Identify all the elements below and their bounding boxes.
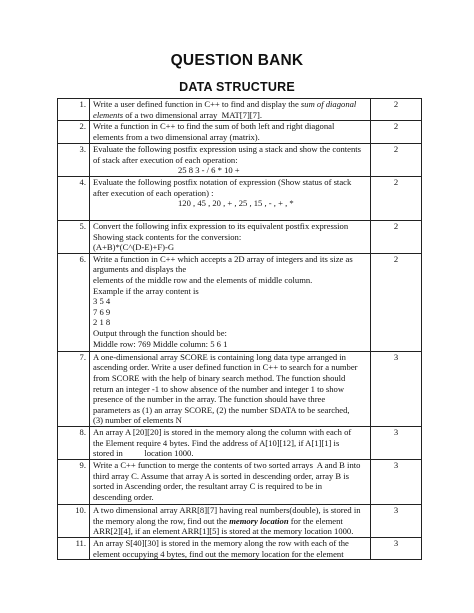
question-marks: 2 bbox=[371, 253, 422, 351]
question-line: A two dimensional array ARR[8][7] having real numbers(double), is stored in bbox=[93, 504, 361, 515]
question-line: Write a user defined function in C++ to find and display the sum of diagonal bbox=[93, 99, 357, 109]
question-number: 7. bbox=[58, 351, 90, 426]
question-line: third array C. Assume that array A is sorted in descending order, array B is bbox=[93, 470, 349, 481]
question-line: after execution of each operation) : bbox=[93, 187, 214, 198]
question-text bbox=[90, 144, 371, 177]
question-row bbox=[58, 144, 422, 177]
question-line: 2 1 8 bbox=[93, 317, 111, 328]
question-text bbox=[90, 504, 371, 537]
question-line: sorted in Ascending order, the resultant array C is required to be in bbox=[93, 481, 322, 492]
question-line: Evaluate the following postfix expression using a stack and show the contents bbox=[93, 144, 362, 155]
question-number: 1. bbox=[58, 99, 90, 121]
question-line: Evaluate the following postfix notation of expression (Show status of stack bbox=[93, 176, 352, 187]
question-marks: 2 bbox=[371, 176, 422, 220]
question-text bbox=[90, 537, 371, 559]
question-text bbox=[90, 253, 371, 351]
question-row bbox=[58, 121, 422, 144]
question-row bbox=[58, 99, 422, 121]
question-text bbox=[90, 176, 371, 220]
question-number: 11. bbox=[58, 537, 90, 559]
question-line: Middle row: 769 Middle column: 5 6 1 bbox=[93, 338, 228, 349]
question-marks: 3 bbox=[371, 351, 422, 426]
emphasized-phrase: sum of diagonal bbox=[300, 99, 357, 109]
question-line: Output through the function should be: bbox=[93, 327, 227, 338]
question-line: 3 5 4 bbox=[93, 296, 111, 307]
question-line: An array A [20][20] is stored in the memory along the column with each of bbox=[93, 426, 352, 437]
question-number: 3. bbox=[58, 144, 90, 177]
question-line: An array S[40][30] is stored in the memory along the row with each of the bbox=[93, 537, 349, 548]
question-line: arguments and displays the bbox=[93, 264, 187, 275]
question-row bbox=[58, 253, 422, 351]
question-text bbox=[90, 426, 371, 459]
question-number: 10. bbox=[58, 504, 90, 537]
emphasized-phrase: memory location bbox=[229, 515, 289, 526]
question-line: elements from a two dimensional array (matrix). bbox=[93, 131, 260, 142]
question-line: stored in location 1000. bbox=[93, 448, 194, 459]
question-line: elements of the middle row and the elements of middle column. bbox=[93, 274, 313, 285]
emphasized-phrase: elements bbox=[93, 109, 124, 120]
question-line: the memory along the row, find out the memory location for the element bbox=[93, 515, 343, 526]
question-text bbox=[90, 99, 371, 121]
question-row bbox=[58, 220, 422, 253]
question-line: the Element require 4 bytes. Find the address of A[10][12], if A[1][1] is bbox=[93, 437, 340, 448]
question-table-body bbox=[58, 99, 422, 560]
question-number: 5. bbox=[58, 220, 90, 253]
question-line: descending order. bbox=[93, 491, 154, 502]
question-number: 6. bbox=[58, 253, 90, 351]
question-marks: 3 bbox=[371, 459, 422, 504]
question-marks: 2 bbox=[371, 99, 422, 121]
question-line: Write a function in C++ which accepts a 2D array of integers and its size as bbox=[93, 253, 353, 264]
question-marks: 3 bbox=[371, 537, 422, 559]
question-number: 8. bbox=[58, 426, 90, 459]
question-line: Convert the following infix expression to its equivalent postfix expression bbox=[93, 220, 349, 231]
question-row bbox=[58, 351, 422, 426]
question-text bbox=[90, 459, 371, 504]
question-row bbox=[58, 176, 422, 220]
question-row bbox=[58, 504, 422, 537]
question-line: return an integer -1 to show absence of the number and integer 1 to show bbox=[93, 383, 345, 394]
question-marks: 2 bbox=[371, 144, 422, 177]
question-line: 120 , 45 , 20 , + , 25 , 15 , - , + , * bbox=[178, 198, 294, 209]
question-line: element occupying 4 bytes, find out the memory location for the element bbox=[93, 548, 344, 559]
question-table bbox=[57, 98, 422, 560]
question-number: 4. bbox=[58, 176, 90, 220]
question-line: presence of the number in the array. The function should have three bbox=[93, 394, 326, 405]
question-text bbox=[90, 220, 371, 253]
question-line: 25 8 3 - / 6 * 10 + bbox=[178, 165, 240, 176]
question-number: 2. bbox=[58, 121, 90, 144]
question-line: Write a C++ function to merge the contents of two sorted arrays A and B into bbox=[93, 459, 361, 470]
question-line: parameters as (1) an array SCORE, (2) the number SDATA to be searched, bbox=[93, 404, 350, 415]
question-line: A one-dimensional array SCORE is containing long data type arranged in bbox=[93, 351, 346, 362]
question-line: (3) number of elements N bbox=[93, 415, 182, 426]
question-text bbox=[90, 351, 371, 426]
page-title: QUESTION BANK bbox=[170, 52, 304, 69]
question-marks: 3 bbox=[371, 504, 422, 537]
question-row bbox=[58, 537, 422, 559]
question-marks: 3 bbox=[371, 426, 422, 459]
question-marks: 2 bbox=[371, 121, 422, 144]
question-line: elements of a two dimensional array MAT[7][7]. bbox=[93, 109, 262, 120]
question-number: 9. bbox=[58, 459, 90, 504]
question-line: from SCORE with the help of binary search method. The function should bbox=[93, 372, 346, 383]
question-line: Example if the array content is bbox=[93, 285, 199, 296]
question-line: ARR[2][4], if an element ARR[1][5] is stored at the memory location 1000. bbox=[93, 526, 354, 537]
question-row bbox=[58, 426, 422, 459]
question-line: of stack after execution of each operation: bbox=[93, 154, 238, 165]
question-row bbox=[58, 459, 422, 504]
question-marks: 2 bbox=[371, 220, 422, 253]
question-line: ascending order. Write a user defined function in C++ to search for a number bbox=[93, 362, 358, 373]
question-line: (A+B)*(C^(D-E)+F)-G bbox=[93, 242, 175, 253]
question-line: 7 6 9 bbox=[93, 306, 111, 317]
page-subtitle: DATA STRUCTURE bbox=[179, 80, 295, 94]
question-line: Showing stack contents for the conversion: bbox=[93, 231, 242, 242]
question-line: Write a function in C++ to find the sum of both left and right diagonal bbox=[93, 121, 335, 132]
question-text bbox=[90, 121, 371, 144]
